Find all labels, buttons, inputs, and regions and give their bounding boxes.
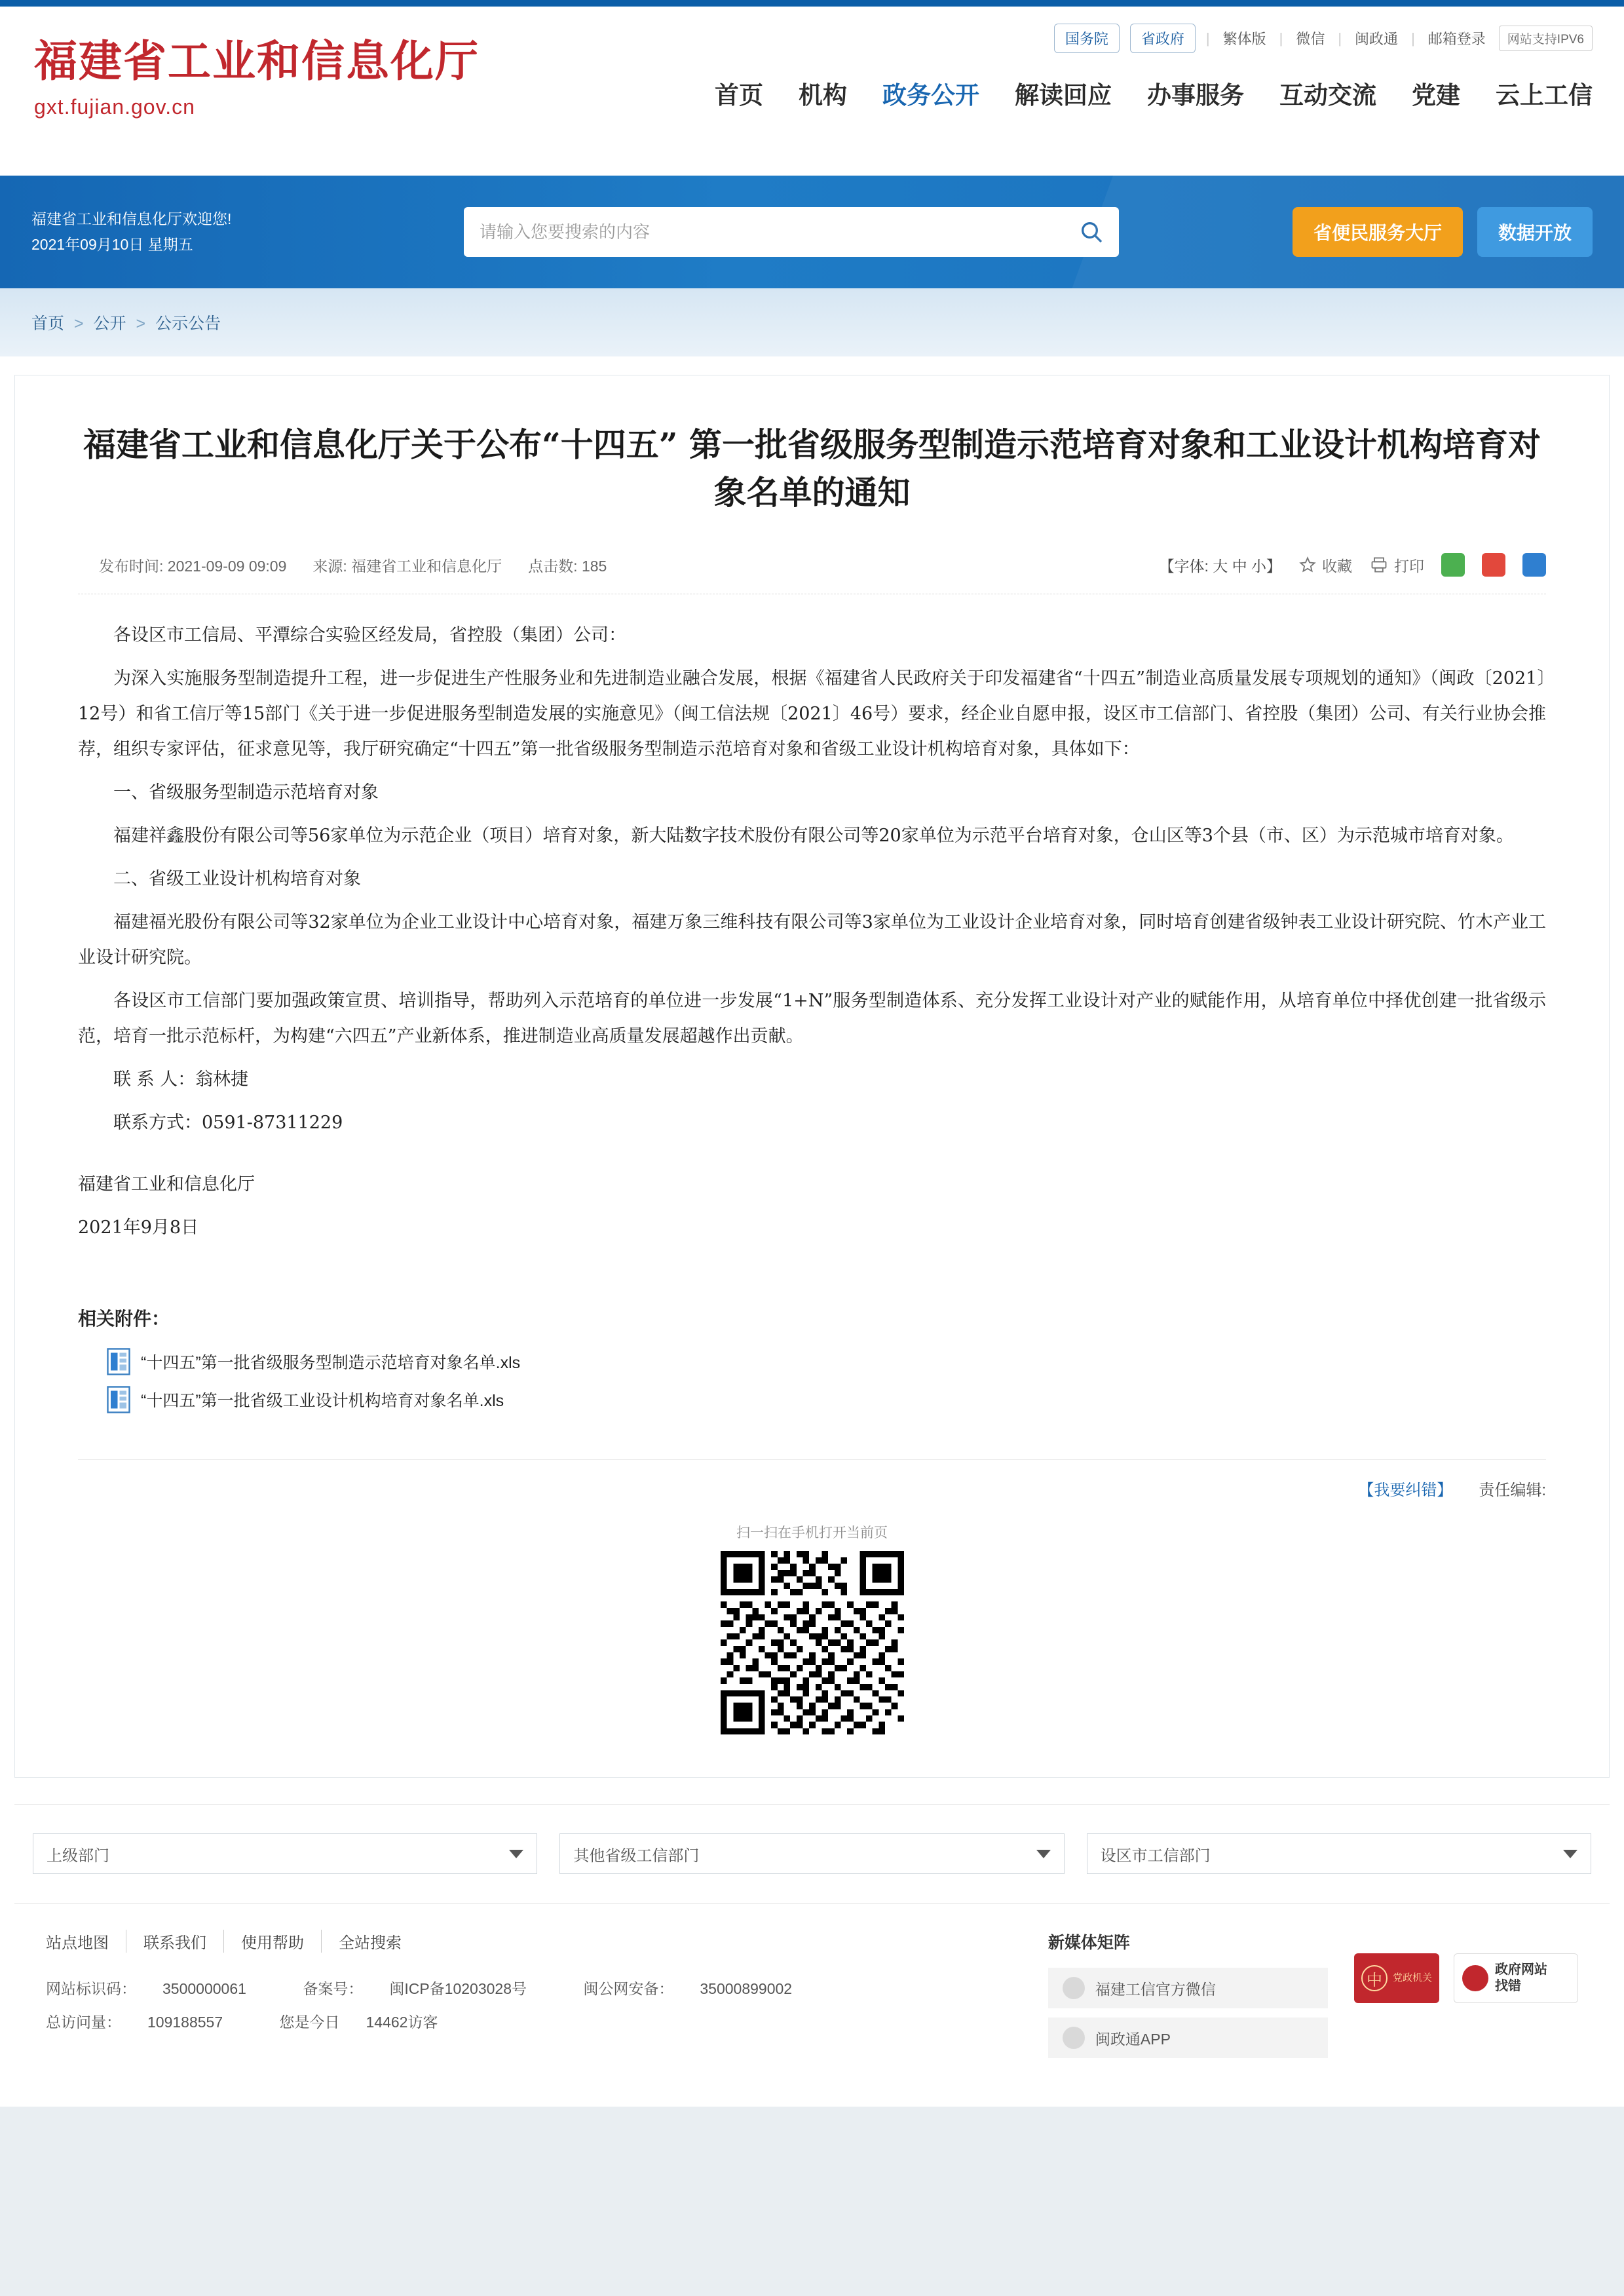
new-media-matrix	[1048, 1930, 1328, 2067]
breadcrumb	[31, 311, 221, 334]
xls-file-icon	[107, 1348, 130, 1375]
chevron-down-icon	[1036, 1850, 1051, 1858]
footer-info-line-2	[46, 2006, 1022, 2039]
hit-count: 点击数: 185	[528, 557, 607, 575]
font-size-control[interactable]: 【字体: 大 中 小】	[1159, 557, 1281, 575]
search-input[interactable]	[478, 221, 1078, 243]
icp	[303, 1980, 553, 1997]
welcome-block	[31, 206, 464, 258]
paragraph: 联系方式：0591-87311229	[113, 1113, 343, 1133]
welcome-line-2: 2021年09月10日 星期五	[31, 236, 193, 253]
editor-row	[78, 1459, 1546, 1500]
header-right	[518, 7, 1624, 111]
media-item-app[interactable]	[1048, 2018, 1328, 2058]
nav-item-cloud[interactable]: 云上工信	[1496, 82, 1593, 109]
select-superior-department[interactable]	[33, 1833, 537, 1874]
utility-bar	[518, 24, 1624, 53]
qr-code	[721, 1551, 904, 1734]
star-icon	[1298, 556, 1317, 574]
report-badge-line1: 政府网站	[1495, 1962, 1547, 1977]
footer-links	[46, 1930, 1022, 1953]
police-value: 35000899002	[700, 1980, 793, 1997]
source: 来源: 福建省工业和信息化厅	[312, 557, 502, 575]
attachments-title: 相关附件：	[78, 1309, 170, 1329]
printer-icon	[1369, 556, 1389, 574]
welcome-line-1: 福建省工业和信息化厅欢迎您!	[31, 210, 232, 227]
seal-icon: 中	[1361, 1965, 1388, 1991]
app-icon	[1063, 2027, 1085, 2049]
total-visits-label: 总访问量：	[46, 2013, 121, 2031]
site-logo[interactable]	[0, 7, 518, 119]
magnifier-icon	[1462, 1965, 1488, 1991]
nav-item-gov-disclosure[interactable]: 政务公开	[882, 82, 979, 109]
link-state-council[interactable]: 国务院	[1054, 24, 1120, 53]
site-code-value: 3500000061	[162, 1980, 246, 1997]
footer-info-line-1	[46, 1972, 1022, 2006]
total-visits-value: 109188557	[147, 2013, 223, 2031]
print-button[interactable]	[1369, 554, 1424, 576]
chevron-down-icon	[1563, 1850, 1577, 1858]
breadcrumb-item-home[interactable]: 首页	[31, 315, 65, 333]
meta-right	[1159, 553, 1546, 577]
nav-item-home[interactable]: 首页	[715, 82, 763, 109]
article-body	[78, 618, 1546, 1246]
new-media-title: 新媒体矩阵	[1048, 1934, 1130, 1952]
link-minzhengtong[interactable]: 闽政通	[1355, 31, 1399, 47]
police-label: 闽公网安备：	[583, 1980, 674, 1997]
nav-item-interpretation[interactable]: 解读回应	[1015, 82, 1112, 109]
list-item[interactable]	[107, 1386, 1546, 1413]
signature-block	[78, 1167, 1546, 1246]
nav-item-org[interactable]: 机构	[799, 82, 847, 109]
gov-badge-label: 党政机关	[1392, 1972, 1432, 1983]
search-band	[0, 176, 1624, 288]
link-selects	[14, 1804, 1610, 1903]
icp-label: 备案号：	[303, 1980, 364, 1997]
publish-time: 发布时间: 2021-09-09 09:09	[99, 557, 287, 575]
today-visits	[280, 2014, 464, 2031]
footer-link-help[interactable]: 使用帮助	[224, 1930, 322, 1953]
meta-left	[78, 554, 607, 576]
paragraph: 为深入实施服务型制造提升工程，进一步促进生产性服务业和先进制造业融合发展，根据《福建省人民政府关于印发福建省“十四五”制造业高质量发展专项规划的通知》（闽政〔2021〕12号）和省工信厅等15部门《关于进一步促进服务型制造发展的实施意见》（闽工信法规〔2021〕46号）要求，经企业自愿申报，设区市工信部门、省控股（集团）公司、有关行业协会推荐，组织专家评估，征求意见等，我厅研究确定“十四五”第一批省级服务型制造示范培育对象和省级工业设计机构培育对象，具体如下：	[78, 668, 1546, 759]
attachment-link[interactable]: “十四五”第一批省级工业设计机构培育对象名单.xls	[141, 1392, 504, 1410]
nav-item-party[interactable]: 党建	[1412, 82, 1460, 109]
article-card	[14, 375, 1610, 1778]
divider: |	[1279, 29, 1283, 47]
paragraph: 二、省级工业设计机构培育对象	[113, 869, 361, 889]
site-name: 福建省工业和信息化厅	[34, 36, 480, 86]
band-buttons	[1293, 207, 1593, 257]
favorite-label: 收藏	[1322, 557, 1352, 575]
wechat-share-icon[interactable]	[1441, 553, 1465, 577]
footer-badges	[1354, 1930, 1578, 2067]
link-wechat[interactable]: 微信	[1296, 31, 1325, 47]
chevron-down-icon	[509, 1850, 523, 1858]
favorite-button[interactable]	[1298, 554, 1352, 576]
site-code	[46, 1980, 273, 1997]
wechat-icon	[1063, 1977, 1085, 1999]
link-traditional[interactable]: 繁体版	[1222, 31, 1266, 47]
media-item-label: 福建工信官方微信	[1095, 1980, 1216, 1998]
police-record	[583, 1980, 818, 1997]
select-label: 上级部门	[47, 1846, 109, 1865]
breadcrumb-sep: >	[73, 315, 84, 333]
footer-link-contact[interactable]: 联系我们	[126, 1930, 224, 1953]
article-meta	[78, 553, 1546, 594]
bottom-spacer	[0, 2107, 1624, 2124]
qzone-share-icon[interactable]	[1522, 553, 1546, 577]
open-data-button[interactable]: 数据开放	[1477, 207, 1593, 257]
divider: |	[1205, 29, 1210, 47]
qr-caption: 扫一扫在手机打开当前页	[736, 1525, 888, 1540]
media-item-label: 闽政通APP	[1095, 2030, 1171, 2048]
xls-file-icon	[107, 1386, 130, 1413]
gov-authentication-badge[interactable]	[1354, 1953, 1439, 2003]
breadcrumb-band	[0, 288, 1624, 356]
link-provincial-gov[interactable]: 省政府	[1130, 24, 1196, 53]
paragraph: 福建祥鑫股份有限公司等56家单位为示范企业（项目）培育对象，新大陆数字技术股份有限公司等20家单位为示范平台培育对象，仓山区等3个县（市、区）为示范城市培育对象。	[113, 826, 1514, 846]
paragraph: 各设区市工信部门要加强政策宣贯、培训指导，帮助列入示范培育的单位进一步发展“1+N”服务型制造体系、充分发挥工业设计对产业的赋能作用，从培育单位中择优创建一批省级示范，培育一批示范标杆，为构建“六四五”产业新体系，推进制造业高质量发展超越作出贡献。	[78, 991, 1546, 1046]
select-city-departments[interactable]	[1087, 1833, 1591, 1874]
footer-left	[46, 1930, 1022, 2067]
list-item[interactable]	[107, 1348, 1546, 1375]
paragraph: 联 系 人：翁林捷	[113, 1069, 249, 1090]
nav-item-services[interactable]: 办事服务	[1147, 82, 1244, 109]
print-label: 打印	[1394, 557, 1424, 575]
footer-info	[46, 1972, 1022, 2038]
site-code-label: 网站标识码：	[46, 1980, 136, 1997]
footer-link-search[interactable]: 全站搜索	[339, 1934, 402, 1952]
signature-org: 福建省工业和信息化厅	[78, 1174, 255, 1195]
icp-value: 闽ICP备10203028号	[389, 1980, 527, 1997]
paragraph: 福建福光股份有限公司等32家单位为企业工业设计中心培育对象，福建万象三维科技有限公司等3家单位为工业设计企业培育对象，同时培育创建省级钟表工业设计研究院、竹木产业工业设计研究院。	[78, 912, 1546, 968]
breadcrumb-item-open[interactable]: 公开	[93, 315, 126, 333]
report-website-badge[interactable]	[1454, 1953, 1578, 2003]
signature-date: 2021年9月8日	[78, 1217, 199, 1238]
search-box[interactable]	[464, 207, 1119, 257]
report-badge-label	[1495, 1962, 1547, 1995]
service-hall-button[interactable]: 省便民服务大厅	[1293, 207, 1463, 257]
site-header	[0, 0, 1624, 176]
breadcrumb-item-announcement[interactable]: 公示公告	[155, 315, 221, 333]
main-navigation	[518, 53, 1624, 111]
today-visits-value: 14462访客	[366, 2013, 438, 2031]
editor-label: 责任编辑:	[1479, 1482, 1546, 1499]
breadcrumb-sep: >	[136, 315, 146, 333]
paragraph: 各设区市工信局、平潭综合实验区经发局，省控股（集团）公司：	[113, 625, 626, 645]
site-footer	[14, 1903, 1610, 2107]
select-label: 其他省级工信部门	[573, 1846, 700, 1865]
report-error-link[interactable]: 【我要纠错】	[1358, 1482, 1453, 1499]
today-visits-label: 您是今日	[279, 2013, 340, 2031]
ipv6-badge: 网站支持IPV6	[1499, 26, 1593, 51]
attachments-list	[78, 1348, 1546, 1413]
paragraph: 一、省级服务型制造示范培育对象	[113, 782, 379, 803]
report-badge-line2: 找错	[1495, 1979, 1521, 1993]
total-visits	[46, 2014, 249, 2031]
qr-block	[78, 1522, 1546, 1738]
divider: |	[1411, 29, 1415, 47]
page-title: 福建省工业和信息化厅关于公布“十四五” 第一批省级服务型制造示范培育对象和工业设计机构培育对象名单的通知	[83, 425, 1541, 512]
weibo-share-icon[interactable]	[1482, 553, 1505, 577]
nav-item-interaction[interactable]: 互动交流	[1279, 82, 1376, 109]
footer-link-sitemap[interactable]: 站点地图	[46, 1930, 126, 1953]
divider: |	[1338, 29, 1342, 47]
media-item-wechat[interactable]	[1048, 1968, 1328, 2008]
select-label: 设区市工信部门	[1100, 1846, 1211, 1865]
site-url: gxt.fujian.gov.cn	[34, 94, 195, 119]
select-other-provincial-departments[interactable]	[559, 1833, 1064, 1874]
attachment-link[interactable]: “十四五”第一批省级服务型制造示范培育对象名单.xls	[141, 1354, 521, 1372]
search-icon[interactable]	[1078, 219, 1105, 245]
link-mail-login[interactable]: 邮箱登录	[1427, 31, 1486, 47]
